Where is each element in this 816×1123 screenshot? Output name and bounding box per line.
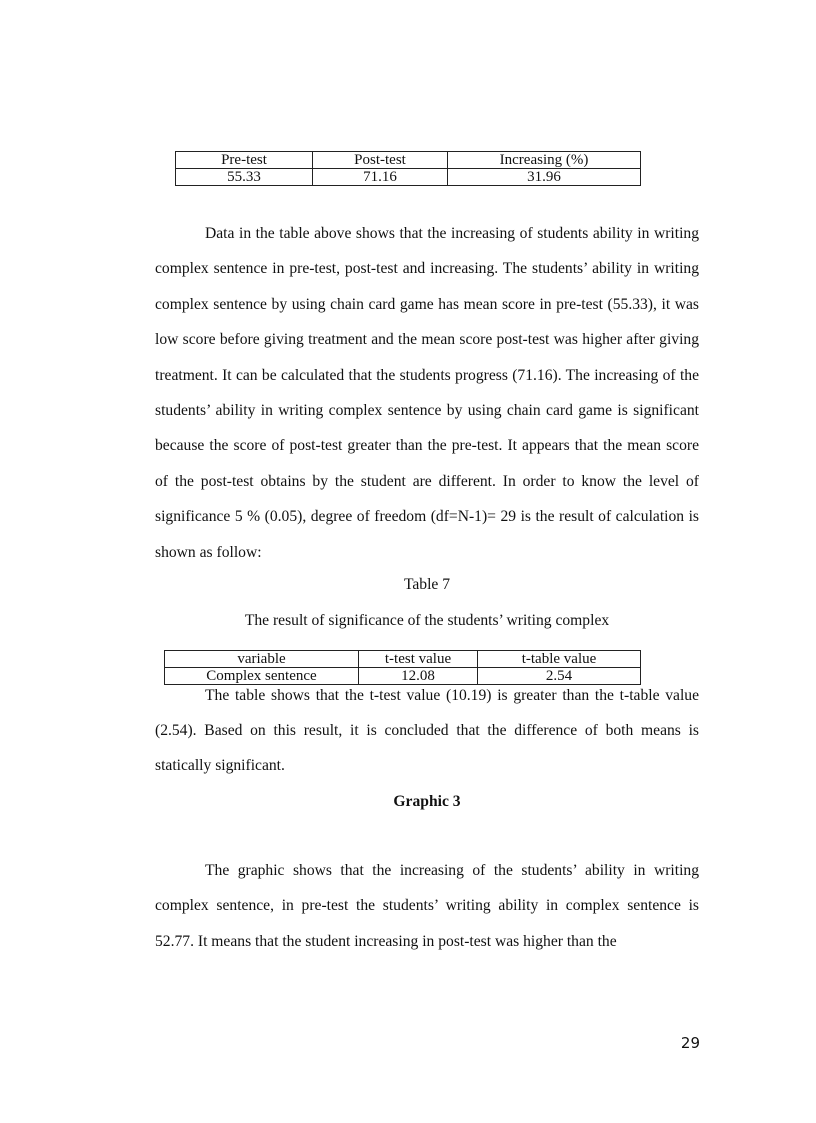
paragraph-table-discussion (155, 216, 699, 570)
table-header-cell: Increasing (%) (448, 152, 641, 169)
table-cell: Complex sentence (165, 668, 359, 685)
page-number: 29 (680, 1034, 700, 1052)
table-cell: 31.96 (448, 169, 641, 186)
graphic-title: Graphic 3 (393, 793, 461, 810)
table-header-cell: t-table value (478, 651, 641, 668)
table-title: The result of significance of the students’ writing complex (244, 612, 610, 629)
paragraph-text: The table shows that the t-test value (10.19) is greater than the t-table value (2.54). Based on this result, it is concluded that the difference of both means is statically significant. (155, 687, 699, 774)
table-row (176, 169, 641, 186)
table-cell: 71.16 (313, 169, 448, 186)
score-table (175, 151, 641, 186)
paragraph-significance (155, 678, 699, 783)
paragraph-graphic-discussion (155, 853, 699, 959)
paragraph-text: Data in the table above shows that the increasing of students ability in writing complex sentence in pre-test, post-test and increasing. The students’ ability in writing complex sentence by using chain card game has mean score in pre-test (55.33), it was low score before giving treatment and the mean score post-test was higher after giving treatment. It can be calculated that the students progress (71.16). The increasing of the students’ ability in writing complex sentence by using chain card game is significant because the score of post-test greater than the pre-test. It appears that the mean score of the post-test obtains by the student are different. In order to know the level of significance 5 % (0.05), degree of freedom (df=N-1)= 29 is the result of calculation is shown as follow: (155, 225, 699, 561)
paragraph-text: The graphic shows that the increasing of the students’ ability in writing complex sentence, in pre-test the students’ writing ability in complex sentence is 52.77. It means that the student increasing in post-test was higher than the (155, 862, 699, 950)
table-header-cell: Post-test (313, 152, 448, 169)
table-header-row (176, 152, 641, 169)
table-header-cell: variable (165, 651, 359, 668)
table-header-cell: t-test value (359, 651, 478, 668)
table-cell: 55.33 (176, 169, 313, 186)
table-caption: Table 7 (403, 576, 451, 593)
table-cell: 2.54 (478, 668, 641, 685)
table-header-row (165, 651, 641, 668)
table-header-cell: Pre-test (176, 152, 313, 169)
table-cell: 12.08 (359, 668, 478, 685)
